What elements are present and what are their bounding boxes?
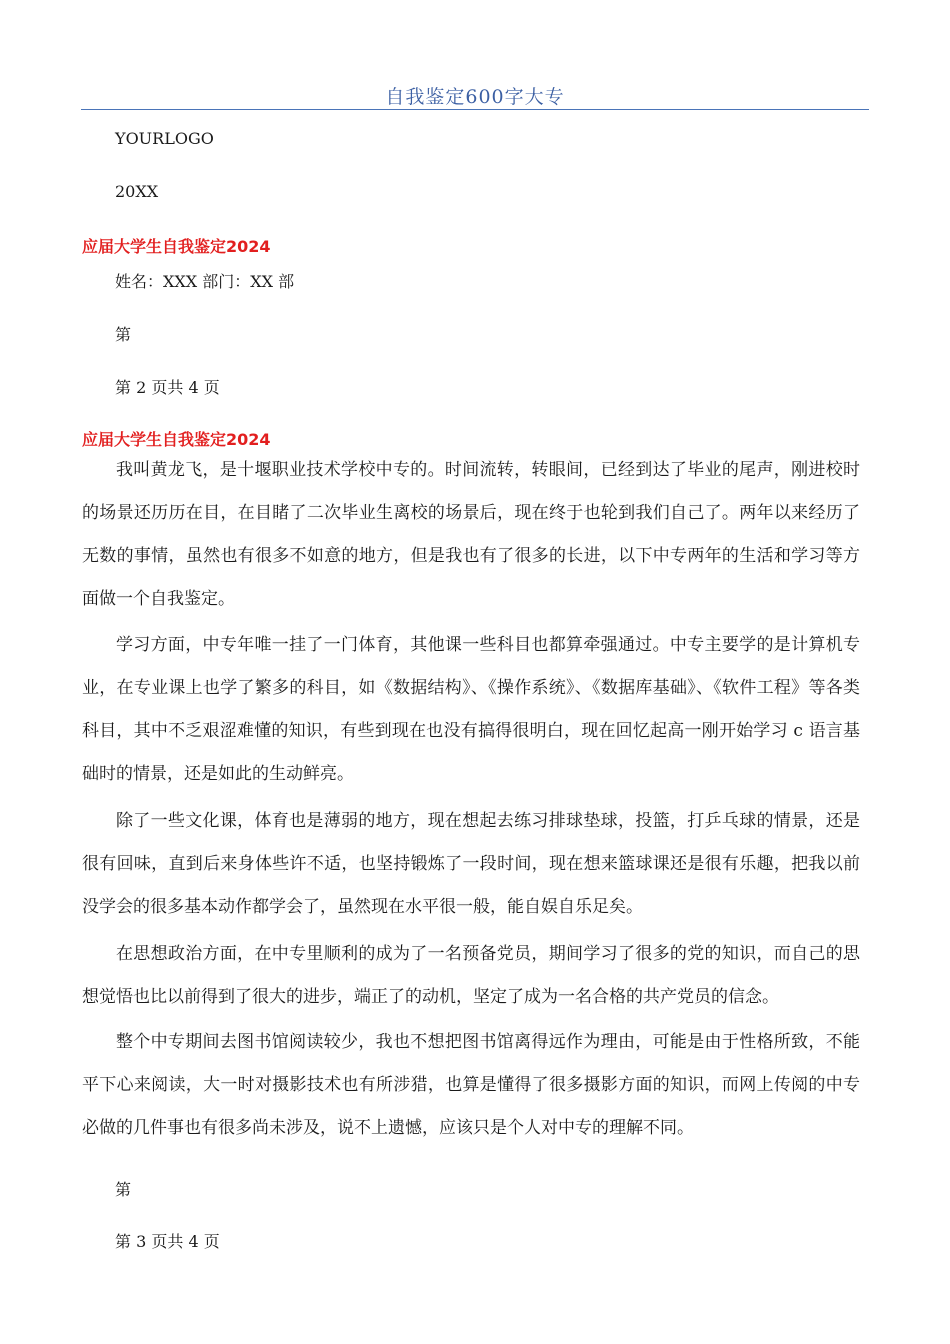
- page-count: 第 2 页共 4 页: [115, 378, 220, 397]
- section-title: 应届大学生自我鉴定2024: [82, 430, 271, 449]
- body-paragraph: 整个中专期间去图书馆阅读较少，我也不想把图书馆离得远作为理由，可能是由于性格所致，不能平下心来阅读，大一时对摄影技术也有所涉猎，也算是懂得了很多摄影方面的知识，而网上传阅的中专必做的几件事也有很多尚未涉及，说不上遗憾，应该只是个人对中专的理解不同。: [82, 1032, 860, 1138]
- name-department-line: 姓名：XXX 部门：XX 部: [115, 272, 295, 291]
- body-paragraph: 学习方面，中专年唯一挂了一门体育，其他课一些科目也都算牵强通过。中专主要学的是计算机专业，在专业课上也学了繁多的科目，如《数据结构》、《操作系统》、《数据库基础》、《软件工程》等各类科目，其中不乏艰涩难懂的知识，有些到现在也没有搞得很明白，现在回忆起高一刚开始学习 c 语言基础时的情景，还是如此的生动鲜亮。: [82, 635, 860, 784]
- body-paragraph: 在思想政治方面，在中专里顺利的成为了一名预备党员，期间学习了很多的党的知识，而自己的思想觉悟也比以前得到了很大的进步，端正了的动机，坚定了成为一名合格的共产党员的信念。: [82, 944, 860, 1007]
- page-header-title: 自我鉴定600字大专: [385, 86, 565, 108]
- logo-text: YOURLOGO: [115, 129, 214, 148]
- section-title: 应届大学生自我鉴定2024: [82, 237, 271, 256]
- page-marker: 第: [115, 325, 132, 344]
- body-paragraph: 我叫黄龙飞，是十堰职业技术学校中专的。时间流转，转眼间，已经到达了毕业的尾声，刚进校时的场景还历历在目，在目睹了二次毕业生离校的场景后，现在终于也轮到我们自己了。两年以来经历了无数的事情，虽然也有很多不如意的地方，但是我也有了很多的长进，以下中专两年的生活和学习等方面做一个自我鉴定。: [82, 460, 860, 609]
- body-paragraph: 除了一些文化课，体育也是薄弱的地方，现在想起去练习排球垫球，投篮，打乒乓球的情景，还是很有回味，直到后来身体些许不适，也坚持锻炼了一段时间，现在想来篮球课还是很有乐趣，把我以前没学会的很多基本动作都学会了，虽然现在水平很一般，能自娱自乐足矣。: [82, 811, 860, 917]
- header-divider: [81, 109, 869, 110]
- page-count: 第 3 页共 4 页: [115, 1232, 220, 1251]
- page-marker: 第: [115, 1180, 132, 1199]
- year-text: 20XX: [115, 182, 159, 201]
